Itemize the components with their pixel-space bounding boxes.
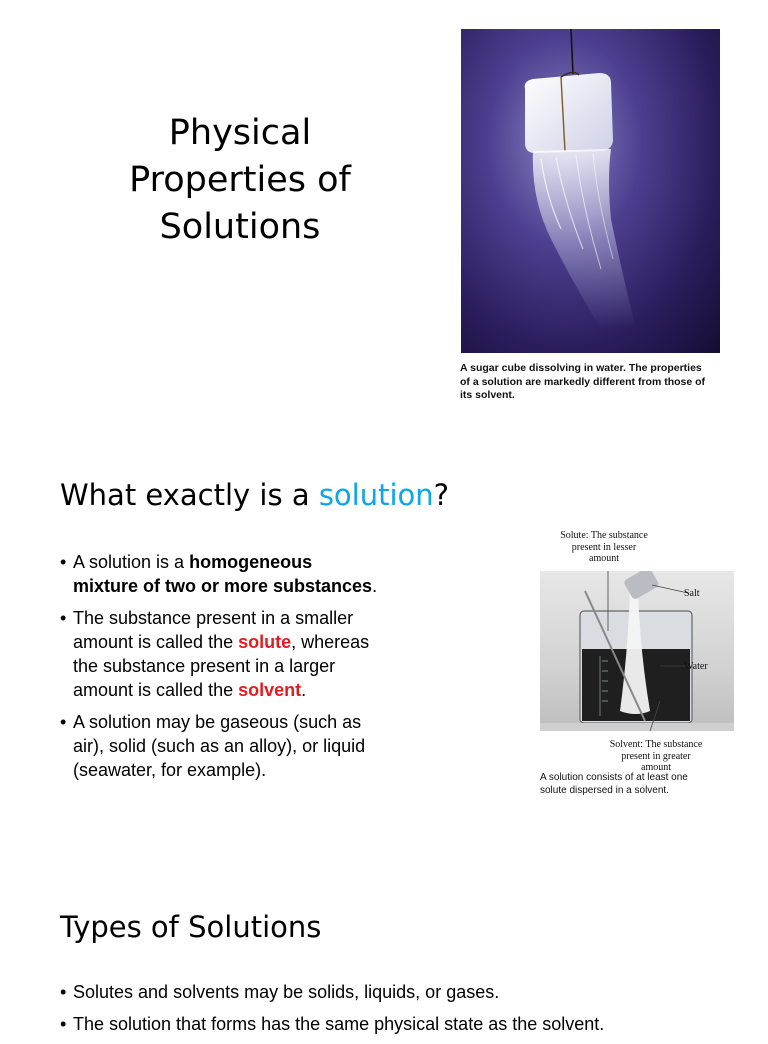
bullet-text: , whereas [291,632,370,652]
bullet-text: air), solid (such as an alloy), or liquid [73,736,366,756]
title-line: Properties of [129,160,351,200]
bullet-dot: • [60,712,67,732]
slide-1 [0,0,768,430]
caption-line: of a solution are markedly different from those of [460,375,706,388]
title-line: Solutions [159,207,321,247]
bullet-dot: • [60,1014,67,1034]
slide-3-title: Types of Solutions [60,910,322,944]
photo-caption [460,362,722,403]
slide-2-title [60,478,449,512]
bullet-item [60,606,420,702]
bullet-dot: • [60,608,67,628]
bullet-text: A solution is a [73,552,190,572]
bullet-text: Solutes and solvents may be solids, liquids, or gases. [73,982,500,1002]
solute-label-line: Solute: The substance [560,530,648,541]
bullet-dot: • [60,552,67,572]
bold-text: mixture of two or more substances [73,576,373,596]
bullet-item [60,980,750,1004]
beaker-photo [540,571,734,731]
solvent-term: solvent [238,680,302,700]
water-label: Water [684,661,708,672]
bullet-dot: • [60,982,67,1002]
bullet-text: amount is called the [73,680,239,700]
figure-caption-line: A solution consists of at least one [540,772,688,783]
bullet-item [60,1012,750,1036]
bullet-item [60,550,420,598]
title-suffix: ? [433,478,450,512]
bullet-text: The substance present in a smaller [73,608,354,628]
bullet-text: (seawater, for example). [73,760,267,780]
sugar-cube-dissolving-photo [461,29,720,353]
solute-label-line: amount [589,553,619,564]
solute-term: solute [238,632,292,652]
title-accent-word: solution [318,478,434,512]
figure-caption-line: solute dispersed in a solvent. [540,784,669,796]
solvent-label [596,739,716,774]
slide-1-title [60,110,420,251]
caption-line: its solvent. [460,389,515,401]
solution-figure [536,530,736,800]
title-line: Physical [168,113,312,153]
solute-label [536,530,672,565]
beaker-illustration [540,571,734,731]
title-prefix: What exactly is a [60,478,319,512]
definition-bullet-list [60,550,420,790]
sugar-cube-illustration [461,29,720,353]
figure-caption [540,772,736,797]
solute-label-line: present in lesser [571,541,637,553]
solvent-label-line: Solvent: The substance [609,739,703,750]
bullet-text: the substance present in a larger [73,656,336,676]
caption-line: A sugar cube dissolving in water. The properties [460,362,702,374]
bold-text: homogeneous [189,552,313,572]
bullet-text: amount is called the [73,632,239,652]
salt-label: Salt [684,588,700,599]
bullet-text: A solution may be gaseous (such as [73,712,362,732]
bullet-item [60,710,420,782]
solvent-label-line: amount [641,762,671,773]
bullet-text: The solution that forms has the same physical state as the solvent. [73,1014,605,1034]
solvent-label-line: present in greater [621,750,691,762]
sugar-cube-photo-frame [458,26,724,356]
bullet-text: . [372,576,378,596]
bullet-text: . [301,680,307,700]
types-bullet-list [60,980,750,1044]
